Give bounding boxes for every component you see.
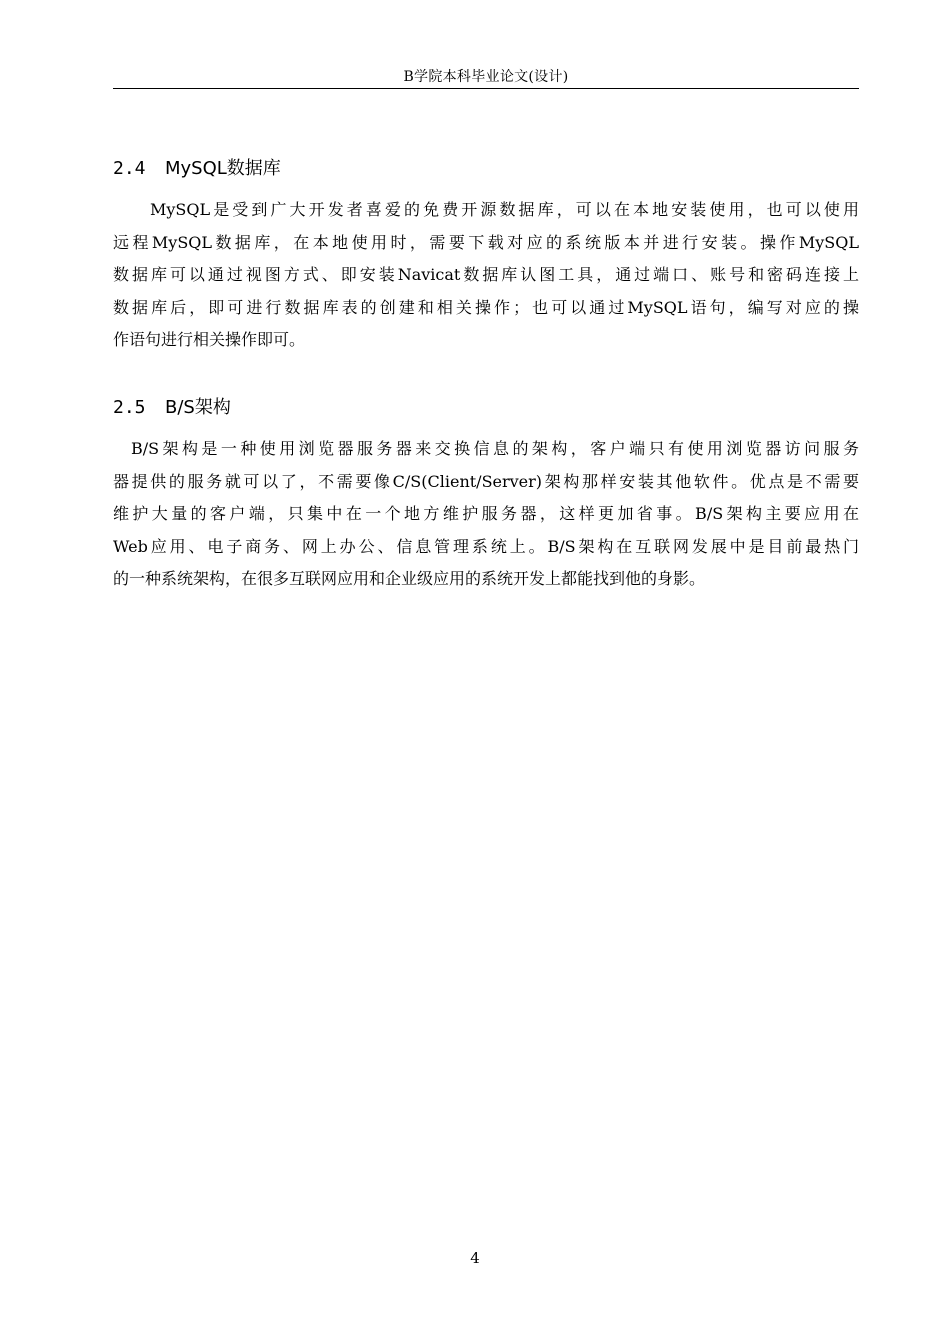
- paragraph-line: 远程MySQL数据库，在本地使用时，需要下载对应的系统版本并进行安装。操作MySQL: [113, 232, 859, 252]
- section-title: B/S架构: [165, 397, 231, 418]
- paragraph-line: 数据库可以通过视图方式、即安装Navicat数据库认图工具，通过端口、账号和密码连接上: [113, 265, 859, 284]
- section-title: MySQL数据库: [165, 158, 281, 179]
- paragraph-line: 维护大量的客户端，只集中在一个地方维护服务器，这样更加省事。B/S架构主要应用在: [113, 504, 859, 523]
- paragraph-line: Web应用、电子商务、网上办公、信息管理系统上。B/S架构在互联网发展中是目前最热门: [113, 536, 859, 556]
- paragraph-line: 作语句进行相关操作即可。: [113, 330, 306, 349]
- section-heading-bs-architecture: [113, 396, 231, 420]
- paragraph-line: 器提供的服务就可以了，不需要像C/S(Client/Server)架构那样安装其他软件。优点是不需要: [113, 471, 859, 491]
- paragraph-line: MySQL是受到广大开发者喜爱的免费开源数据库，可以在本地安装使用，也可以使用: [150, 200, 859, 219]
- paragraph-line: 的一种系统架构，在很多互联网应用和企业级应用的系统开发上都能找到他的身影。: [113, 569, 706, 588]
- paragraph-line: B/S架构是一种使用浏览器服务器来交换信息的架构，客户端只有使用浏览器访问服务: [131, 439, 859, 458]
- page-number: 4: [470, 1249, 480, 1267]
- page-header: B学院本科毕业论文(设计): [113, 66, 859, 89]
- paragraph-line: 数据库后，即可进行数据库表的创建和相关操作；也可以通过MySQL语句，编写对应的操: [113, 297, 859, 317]
- section-number: 2.5: [113, 397, 146, 418]
- section-heading-mysql: [113, 157, 281, 181]
- paragraph-bs-architecture: [113, 433, 859, 596]
- section-number: 2.4: [113, 158, 146, 179]
- paragraph-mysql: [113, 194, 859, 357]
